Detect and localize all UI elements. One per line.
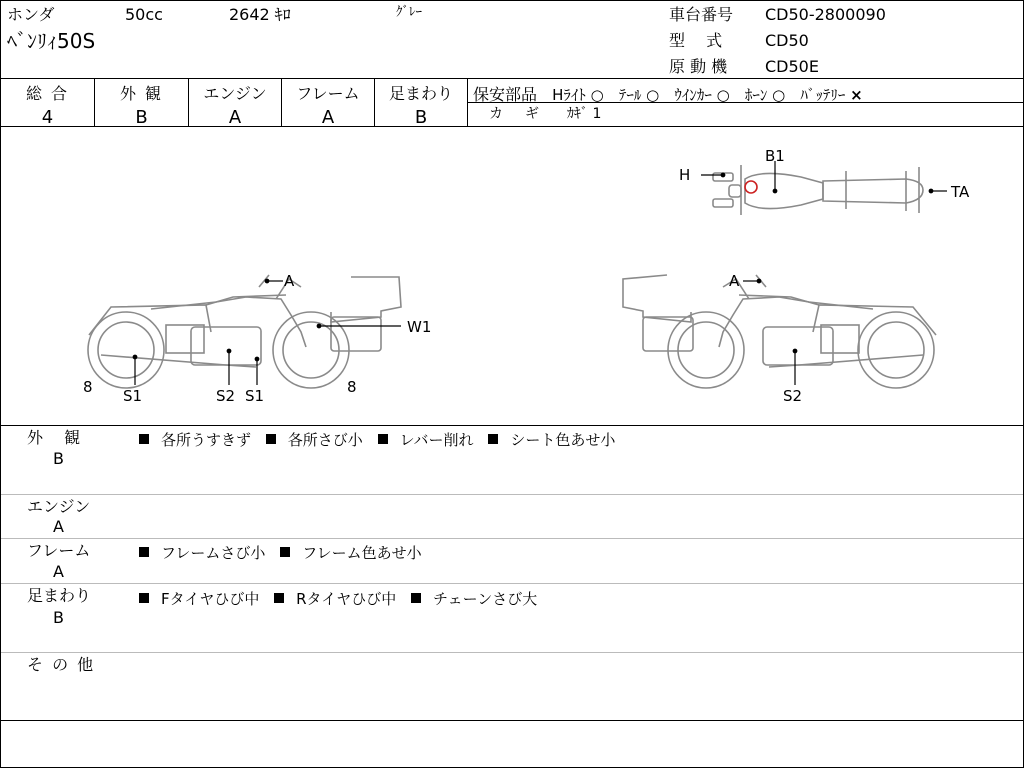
bullet-square-icon <box>378 434 388 444</box>
highlight-circle-icon <box>745 181 757 193</box>
grade-value: B <box>135 107 148 128</box>
remark-note: 各所うすきず <box>161 431 252 449</box>
safety-item-battery: ﾊﾞｯﾃﾘｰ × <box>800 86 863 104</box>
bullet-square-icon <box>139 593 149 603</box>
mark-b1: B1 <box>765 147 785 165</box>
bike-right-view-icon <box>623 275 936 388</box>
bullet-square-icon <box>139 434 149 444</box>
divider <box>1 425 1023 426</box>
grade-label: 外 観 <box>119 84 164 103</box>
remark-notes-frame <box>139 542 422 563</box>
remark-label: 外 観 <box>27 428 81 447</box>
grade-frame <box>282 79 374 128</box>
displacement: 50cc <box>125 5 163 24</box>
remark-note: フレームさび小 <box>161 544 266 562</box>
grade-label: 足まわり <box>388 84 453 103</box>
grade-value: 4 <box>41 107 54 128</box>
remark-note: 各所さび小 <box>287 431 363 449</box>
grade-value: A <box>228 107 242 128</box>
grade-label: エンジン <box>203 84 267 103</box>
mark-8-left: 8 <box>83 378 93 396</box>
grade-value: B <box>414 107 428 128</box>
remark-grade: A <box>53 562 64 581</box>
grade-label: 総 合 <box>25 84 70 103</box>
bullet-square-icon <box>139 547 149 557</box>
divider <box>1 652 1023 653</box>
remark-grade: B <box>53 449 64 468</box>
damage-diagram <box>1 127 1023 425</box>
bullet-square-icon <box>266 434 276 444</box>
mark-ta: TA <box>951 183 970 201</box>
remark-note: フレーム色あせ小 <box>302 544 422 562</box>
remark-label: フレーム <box>27 541 91 560</box>
mark-h: H <box>679 166 691 184</box>
bike-top-view-icon <box>713 165 923 215</box>
divider <box>1 720 1023 721</box>
grade-overall <box>1 79 94 128</box>
mileage: 2642 ｷﾛ <box>229 5 291 24</box>
remark-note: Rタイヤひび中 <box>296 590 397 608</box>
safety-parts <box>473 82 863 105</box>
type-label: 型 式 <box>669 31 723 50</box>
maker: ホンダ <box>7 5 55 24</box>
key-value: ｶｷﾞ 1 <box>567 106 602 122</box>
remark-notes-suspension <box>139 588 537 609</box>
divider <box>1 583 1023 584</box>
safety-item-tail: ﾃｰﾙ ○ <box>618 86 660 104</box>
remark-grade: A <box>53 517 64 536</box>
mark-a-left: A <box>284 272 295 290</box>
bullet-square-icon <box>411 593 421 603</box>
engine-label: 原 動 機 <box>669 57 728 76</box>
mark-s2-right: S2 <box>783 387 803 405</box>
type-value: CD50 <box>765 31 809 50</box>
grade-engine <box>189 79 281 128</box>
frame-no: CD50-2800090 <box>765 5 886 24</box>
frame-no-label: 車台番号 <box>669 5 734 24</box>
remark-note: レバー削れ <box>399 431 474 449</box>
engine-value: CD50E <box>765 57 819 76</box>
remark-label: 足まわり <box>27 586 92 605</box>
divider <box>1 494 1023 495</box>
mark-s1: S1 <box>123 387 143 405</box>
safety-item-headlight: Hﾗｲﾄ ○ <box>552 86 604 104</box>
divider <box>1 538 1023 539</box>
remark-note: シート色あせ小 <box>510 431 616 449</box>
model-name: ﾍﾞﾝﾘｨ50S <box>7 29 96 53</box>
safety-label: 保安部品 <box>473 85 538 104</box>
safety-item-winker: ｳｲﾝｶｰ ○ <box>674 86 730 104</box>
grade-label: フレーム <box>296 84 360 103</box>
bullet-square-icon <box>280 547 290 557</box>
mark-a-right: A <box>729 272 740 290</box>
bullet-square-icon <box>274 593 284 603</box>
key-label: カ ギ <box>489 106 543 122</box>
mark-s2: S2 <box>216 387 236 405</box>
remark-label: そ の 他 <box>27 655 96 674</box>
bullet-square-icon <box>488 434 498 444</box>
remark-grade: B <box>53 608 64 627</box>
grade-appearance <box>95 79 188 128</box>
remark-note: Fタイヤひび中 <box>161 590 260 608</box>
mark-8-right: 8 <box>347 378 357 396</box>
mark-w1: W1 <box>407 318 432 336</box>
body-color: ｸﾞﾚｰ <box>396 5 422 20</box>
safety-item-horn: ﾎｰﾝ ○ <box>744 86 786 104</box>
grade-value: A <box>321 107 335 128</box>
mark-s1: S1 <box>245 387 265 405</box>
remark-note: チェーンさび大 <box>433 590 538 608</box>
remark-notes-appearance <box>139 429 615 450</box>
grade-suspension <box>375 79 467 128</box>
remark-label: エンジン <box>27 497 91 516</box>
